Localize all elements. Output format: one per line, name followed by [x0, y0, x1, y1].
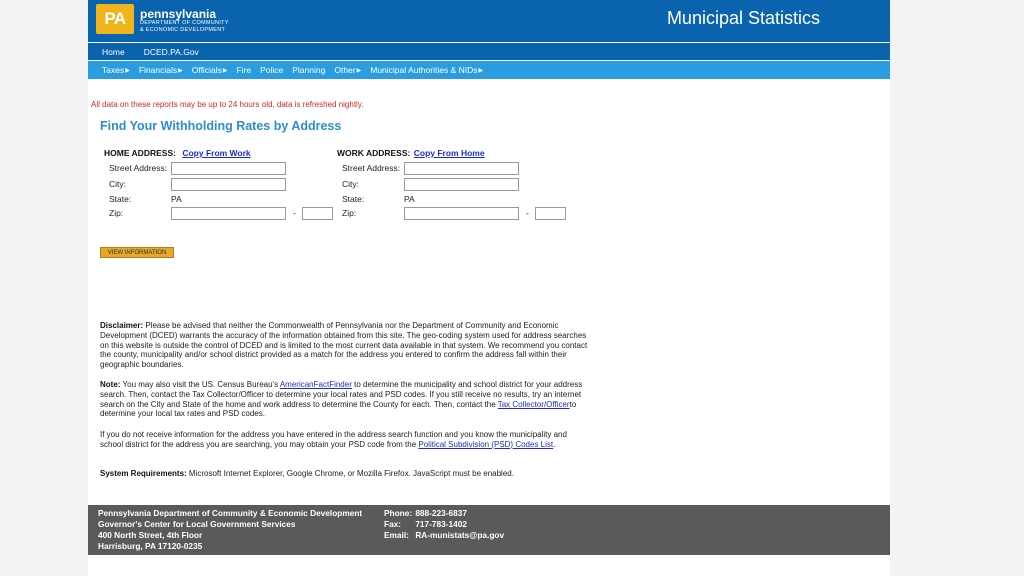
nav-planning-label: Planning [292, 65, 326, 75]
caret-right-icon: ▶ [478, 67, 484, 74]
caret-right-icon: ▶ [222, 67, 228, 74]
home-zip-input[interactable] [171, 207, 286, 220]
footer-center-name: Governor's Center for Local Government Services [98, 519, 296, 529]
home-street-label: Street Address: [109, 163, 168, 173]
footer-city: Harrisburg, PA 17120-0235 [98, 541, 203, 551]
footer-address [98, 508, 362, 552]
logo-subtitle-1: DEPARTMENT OF COMMUNITY [140, 20, 229, 26]
home-zip-label: Zip: [109, 208, 124, 218]
work-address-section [337, 148, 577, 218]
nav-fire[interactable] [236, 65, 251, 75]
work-address-heading [337, 148, 577, 158]
work-zip-label: Zip: [342, 208, 357, 218]
work-state-row [342, 192, 582, 206]
caret-right-icon: ▶ [125, 67, 130, 74]
site-title: Municipal Statistics [666, 8, 820, 28]
work-city-input[interactable] [404, 178, 519, 191]
footer-fax-label: Fax: [384, 519, 402, 529]
home-city-row [109, 177, 349, 191]
home-street-input[interactable] [171, 162, 286, 175]
work-zip4-input[interactable] [535, 207, 566, 220]
footer-email-value[interactable]: RA-munistats@pa.gov [415, 530, 505, 540]
home-city-label: City: [109, 179, 126, 189]
tax-collector-link[interactable]: Tax Collector/Officer [497, 399, 570, 409]
work-state-label: State: [342, 194, 365, 204]
pa-logo-icon[interactable]: PA [96, 4, 134, 34]
system-requirements-label: System Requirements: [100, 469, 187, 478]
work-street-row [342, 161, 582, 175]
work-zip-input[interactable] [404, 207, 519, 220]
nav-police[interactable] [260, 65, 283, 75]
american-factfinder-link[interactable]: AmericanFactFinder [279, 380, 352, 389]
data-freshness-notice: All data on these reports may be up to 24 hours old, data is refreshed nightly. [91, 100, 364, 109]
psd-codes-list-link[interactable]: Political Subdivision (PSD) Codes List [418, 439, 554, 449]
footer-phone-value: 888-223-6837 [415, 508, 467, 518]
footer-org-name: Pennsylvania Department of Community & Economic Development [98, 508, 363, 518]
page-title: Find Your Withholding Rates by Address [100, 119, 342, 133]
disclaimer-text: Please be advised that neither the Commonwealth of Pennsylvania nor the Department of Community and Economic Development (DCED) warrants the accuracy of the information obtained from this site. The geo-coding system used for address searches on this website is outside the control of DCED and is limited to the most current data available in that system. We recommend you contact the county, municipality and/or school district provided as a match for the address you entered to confirm the address fall within their geographic boundaries. [100, 321, 588, 370]
nav-other[interactable] [334, 65, 361, 75]
home-address-section [104, 148, 344, 218]
note-label: Note: [100, 380, 121, 389]
disclaimer-paragraph [100, 321, 592, 370]
footer-phone [384, 508, 504, 519]
view-information-button[interactable]: VIEW INFORMATION [100, 247, 174, 258]
work-street-label: Street Address: [342, 163, 401, 173]
home-zip-row [109, 206, 349, 220]
nav-taxes[interactable] [102, 65, 130, 75]
system-requirements-paragraph [100, 469, 592, 479]
logo-name: pennsylvania [140, 7, 217, 21]
logo-subtitle-2: & ECONOMIC DEVELOPMENT [140, 26, 226, 33]
nav-fire-label: Fire [236, 65, 252, 75]
footer-fax-value: 717-783-1402 [415, 519, 467, 529]
nav-municipal-authorities[interactable] [370, 65, 483, 75]
system-requirements-text: Microsoft Internet Explorer, Google Chrome, or Mozilla Firefox. JavaScript must be enabled. [186, 469, 514, 478]
work-city-row [342, 177, 582, 191]
note-text-3: to determine your local tax rates and PSD codes. [100, 399, 577, 419]
top-nav [88, 43, 890, 60]
note-paragraph [100, 380, 592, 419]
page-container [88, 0, 890, 576]
home-street-row [109, 161, 349, 175]
work-zip-dash: - [526, 208, 529, 218]
footer-fax [384, 519, 504, 530]
footer-contact [384, 508, 504, 541]
footer-email [384, 530, 504, 541]
home-zip-dash: - [293, 208, 296, 218]
nav-taxes-label: Taxes [102, 65, 125, 75]
work-address-label: WORK ADDRESS: [337, 148, 411, 158]
home-state-label: State: [109, 194, 132, 204]
psd-text-2: . [553, 439, 556, 449]
home-address-heading [104, 148, 344, 158]
caret-right-icon: ▶ [178, 67, 183, 74]
home-zip4-input[interactable] [302, 207, 333, 220]
logo-text[interactable] [140, 8, 229, 33]
site-header [88, 0, 890, 42]
nav-officials[interactable] [192, 65, 228, 75]
nav-financials[interactable] [139, 65, 183, 75]
home-state-row [109, 192, 349, 206]
main-nav [88, 61, 890, 79]
copy-from-work-link[interactable]: Copy From Work [182, 148, 251, 158]
work-street-input[interactable] [404, 162, 519, 175]
home-city-input[interactable] [171, 178, 286, 191]
site-footer [88, 505, 890, 555]
footer-phone-label: Phone: [384, 508, 413, 518]
nav-police-label: Police [260, 65, 284, 75]
footer-street: 400 North Street, 4th Floor [98, 530, 203, 540]
work-state-value: PA [404, 194, 415, 204]
nav-planning[interactable] [292, 65, 325, 75]
nav-other-label: Other [334, 65, 356, 75]
nav-home[interactable]: Home [102, 46, 125, 57]
copy-from-home-link[interactable]: Copy From Home [413, 148, 485, 158]
note-text-1: You may also visit the US. Census Bureau's [120, 380, 280, 389]
home-state-value: PA [171, 194, 182, 204]
nav-dced-gov[interactable]: DCED.PA.Gov [143, 46, 199, 57]
nav-municipal-authorities-label: Municipal Authorities & NIDs [370, 65, 478, 75]
disclaimer-label: Disclaimer: [100, 321, 144, 330]
nav-officials-label: Officials [191, 65, 222, 75]
nav-financials-label: Financials [138, 65, 178, 75]
work-city-label: City: [342, 179, 359, 189]
note-text-2: to determine the municipality and school district for your address search. Then, contact the Tax Collector/Officer to determine your local rates and PSD codes. If you still receive no results, try an internet search on the City and State of the home and work address to determine the County for each. Then, contact the [100, 380, 583, 409]
footer-email-label: Email: [384, 530, 409, 540]
psd-text-1: If you do not receive information for the address you have entered in the address search function and you know the municipality and school district for the address you are searching, you may obtain your PSD code from the [100, 430, 567, 449]
work-zip-row [342, 206, 582, 220]
caret-right-icon: ▶ [356, 67, 362, 74]
home-address-label: HOME ADDRESS: [104, 148, 176, 158]
psd-paragraph [100, 430, 592, 450]
